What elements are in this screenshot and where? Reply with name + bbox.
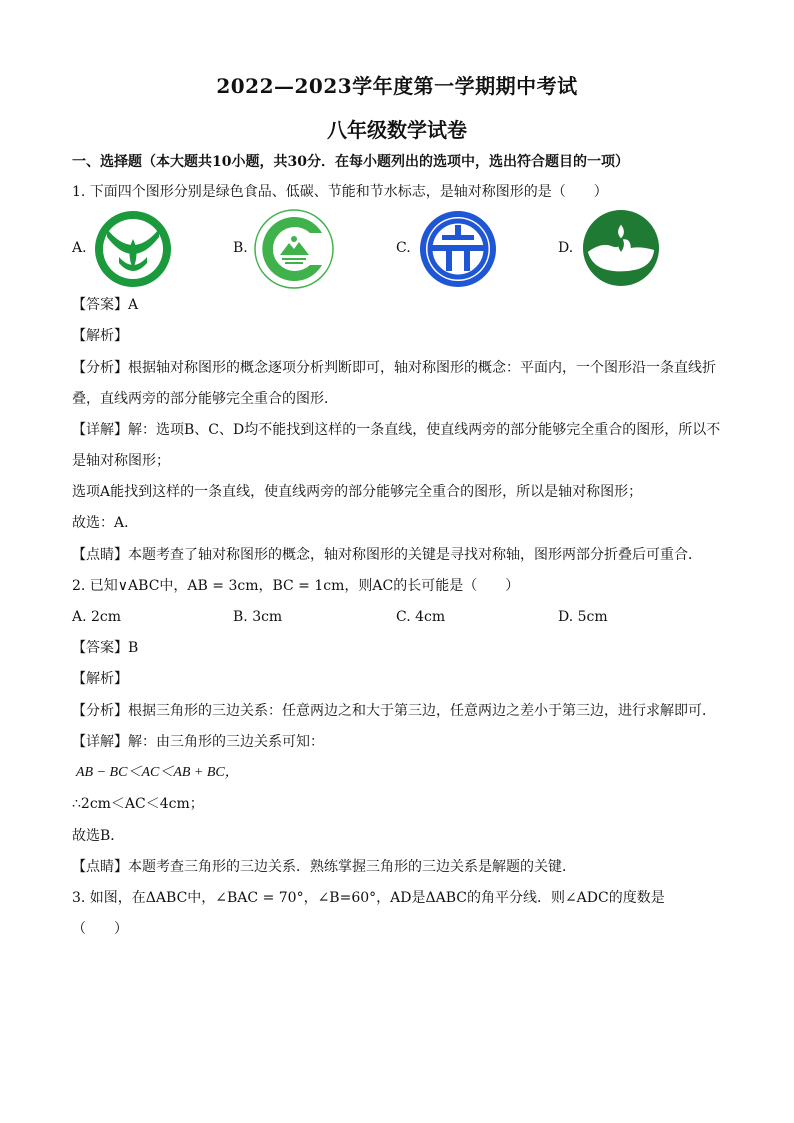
q2-inequality-1: AB − BC＜AC＜AB + BC， (76, 765, 239, 780)
q1-xiangjie-line-1: 【详解】解：选项B、C、D均不能找到这样的一条直线，使直线两旁的部分能够完全重合的图形，所以不 (72, 422, 721, 438)
low-carbon-logo-icon (254, 209, 334, 289)
q1-answer: 【答案】A (72, 297, 139, 313)
q2-option-d: D. 5cm (558, 609, 608, 625)
exam-subtitle: 八年级数学试卷 (327, 118, 467, 142)
q2-jiexi: 【解析】 (72, 671, 128, 687)
q1-stem: 1. 下面四个图形分别是绿色食品、低碳、节能和节水标志，是轴对称图形的是（ ） (72, 184, 608, 200)
q1-option-a-label: A. (72, 240, 87, 256)
q2-option-b: B. 3cm (233, 609, 283, 625)
q1-xiangjie-line-3: 选项A能找到这样的一条直线，使直线两旁的部分能够完全重合的图形，所以是轴对称图形； (72, 484, 643, 500)
q2-xiangjie-line-4: 故选B． (72, 828, 125, 844)
q1-option-b-label: B. (233, 240, 248, 256)
green-food-logo-icon (93, 209, 173, 289)
q1-option-c-label: C. (396, 240, 411, 256)
q1-xiangjie-line-2: 是轴对称图形； (72, 453, 170, 469)
q1-fenxi-line-1: 【分析】根据轴对称图形的概念逐项分析判断即可，轴对称图形的概念：平面内，一个图形沿一条直线折 (72, 360, 716, 376)
q2-xiangjie-line-1: 【详解】解：由三角形的三边关系可知： (72, 734, 324, 750)
q1-jiexi: 【解析】 (72, 328, 128, 344)
q2-answer: 【答案】B (72, 640, 139, 656)
q2-option-c: C. 4cm (396, 609, 446, 625)
q2-dianjing: 【点睛】本题考查三角形的三边关系．熟练掌握三角形的三边关系是解题的关键． (72, 859, 576, 875)
q2-fenxi: 【分析】根据三角形的三边关系：任意两边之和大于第三边，任意两边之差小于第三边，进行求解即可． (72, 703, 716, 719)
q2-option-a: A. 2cm (72, 609, 122, 625)
q1-xiangjie-line-4: 故选：A． (72, 515, 139, 531)
q2-stem: 2. 已知∨ABC中，AB = 3cm，BC = 1cm，则AC的长可能是（ ） (72, 578, 520, 594)
water-saving-logo-icon (582, 209, 660, 287)
energy-saving-logo-icon (418, 209, 498, 289)
q3-stem-line-1: 3. 如图，在ΔABC中，∠BAC = 70°，∠B=60°，AD是ΔABC的角平分线．则∠ADC的度数是 (72, 890, 665, 906)
section-heading: 一、选择题（本大题共10小题，共30分．在每小题列出的选项中，选出符合题目的一项） (72, 154, 629, 170)
q3-stem-line-2: （ ） (72, 921, 128, 937)
q2-inequality-2: ∴2cm＜AC＜4cm； (72, 796, 204, 812)
q1-fenxi-line-2: 叠，直线两旁的部分能够完全重合的图形． (72, 391, 338, 407)
exam-title: 2022—2023学年度第一学期期中考试 (216, 74, 578, 98)
q1-dianjing: 【点睛】本题考查了轴对称图形的概念，轴对称图形的关键是寻找对称轴，图形两部分折叠后可重合． (72, 547, 702, 563)
q1-option-d-label: D. (558, 240, 574, 256)
